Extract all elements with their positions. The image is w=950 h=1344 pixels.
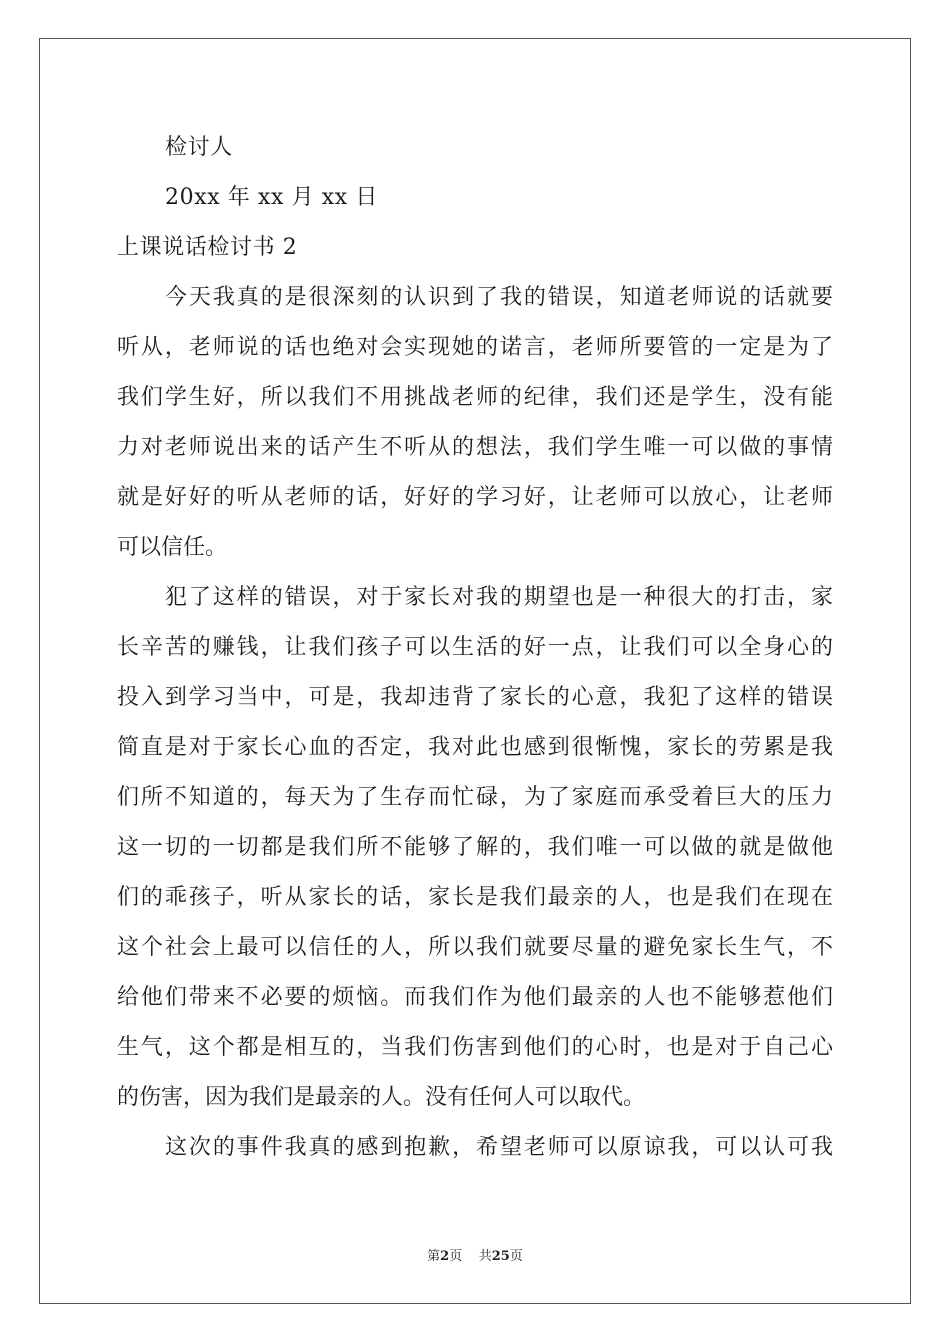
paragraph-line: 我们学生好，所以我们不用挑战老师的纪律，我们还是学生，没有能 <box>117 385 833 410</box>
paragraph-line: 犯了这样的错误，对于家长对我的期望也是一种很大的打击，家 <box>165 585 833 610</box>
signature-label: 检讨人 <box>165 135 233 160</box>
section-title: 上课说话检讨书 2 <box>117 235 298 260</box>
paragraph-line: 今天我真的是很深刻的认识到了我的错误，知道老师说的话就要 <box>165 285 833 310</box>
total-prefix: 共 <box>478 1249 492 1264</box>
date-line: 20xx 年 xx 月 xx 日 <box>165 185 379 210</box>
page-border <box>39 38 911 1304</box>
paragraph-line: 这一切的一切都是我们所不能够了解的，我们唯一可以做的就是做他 <box>117 835 833 860</box>
page-number: 2 <box>440 1249 450 1264</box>
paragraph-line: 的伤害，因为我们是最亲的人。没有任何人可以取代。 <box>117 1085 646 1110</box>
total-pages: 25 <box>491 1249 510 1264</box>
paragraph-line: 听从，老师说的话也绝对会实现她的诺言，老师所要管的一定是为了 <box>117 335 833 360</box>
paragraph-line: 们所不知道的，每天为了生存而忙碌，为了家庭而承受着巨大的压力 <box>117 785 833 810</box>
paragraph-line: 们的乖孩子，听从家长的话，家长是我们最亲的人，也是我们在现在 <box>117 885 833 910</box>
paragraph-line: 可以信任。 <box>117 535 228 560</box>
total-suffix: 页 <box>509 1249 523 1264</box>
paragraph-line: 这次的事件我真的感到抱歉，希望老师可以原谅我，可以认可我 <box>165 1135 833 1160</box>
paragraph-line: 给他们带来不必要的烦恼。而我们作为他们最亲的人也不能够惹他们 <box>117 985 833 1010</box>
page-footer <box>0 1248 950 1266</box>
paragraph-line: 力对老师说出来的话产生不听从的想法，我们学生唯一可以做的事情 <box>117 435 833 460</box>
paragraph-line: 就是好好的听从老师的话，好好的学习好，让老师可以放心，让老师 <box>117 485 833 510</box>
paragraph-line: 长辛苦的赚钱，让我们孩子可以生活的好一点，让我们可以全身心的 <box>117 635 833 660</box>
page-prefix: 第 <box>427 1249 441 1264</box>
paragraph-line: 生气，这个都是相互的，当我们伤害到他们的心时，也是对于自己心 <box>117 1035 833 1060</box>
paragraph-line: 简直是对于家长心血的否定，我对此也感到很惭愧，家长的劳累是我 <box>117 735 833 760</box>
paragraph-line: 投入到学习当中，可是，我却违背了家长的心意，我犯了这样的错误 <box>117 685 833 710</box>
page-suffix: 页 <box>449 1249 463 1264</box>
paragraph-line: 这个社会上最可以信任的人，所以我们就要尽量的避免家长生气，不 <box>117 935 833 960</box>
